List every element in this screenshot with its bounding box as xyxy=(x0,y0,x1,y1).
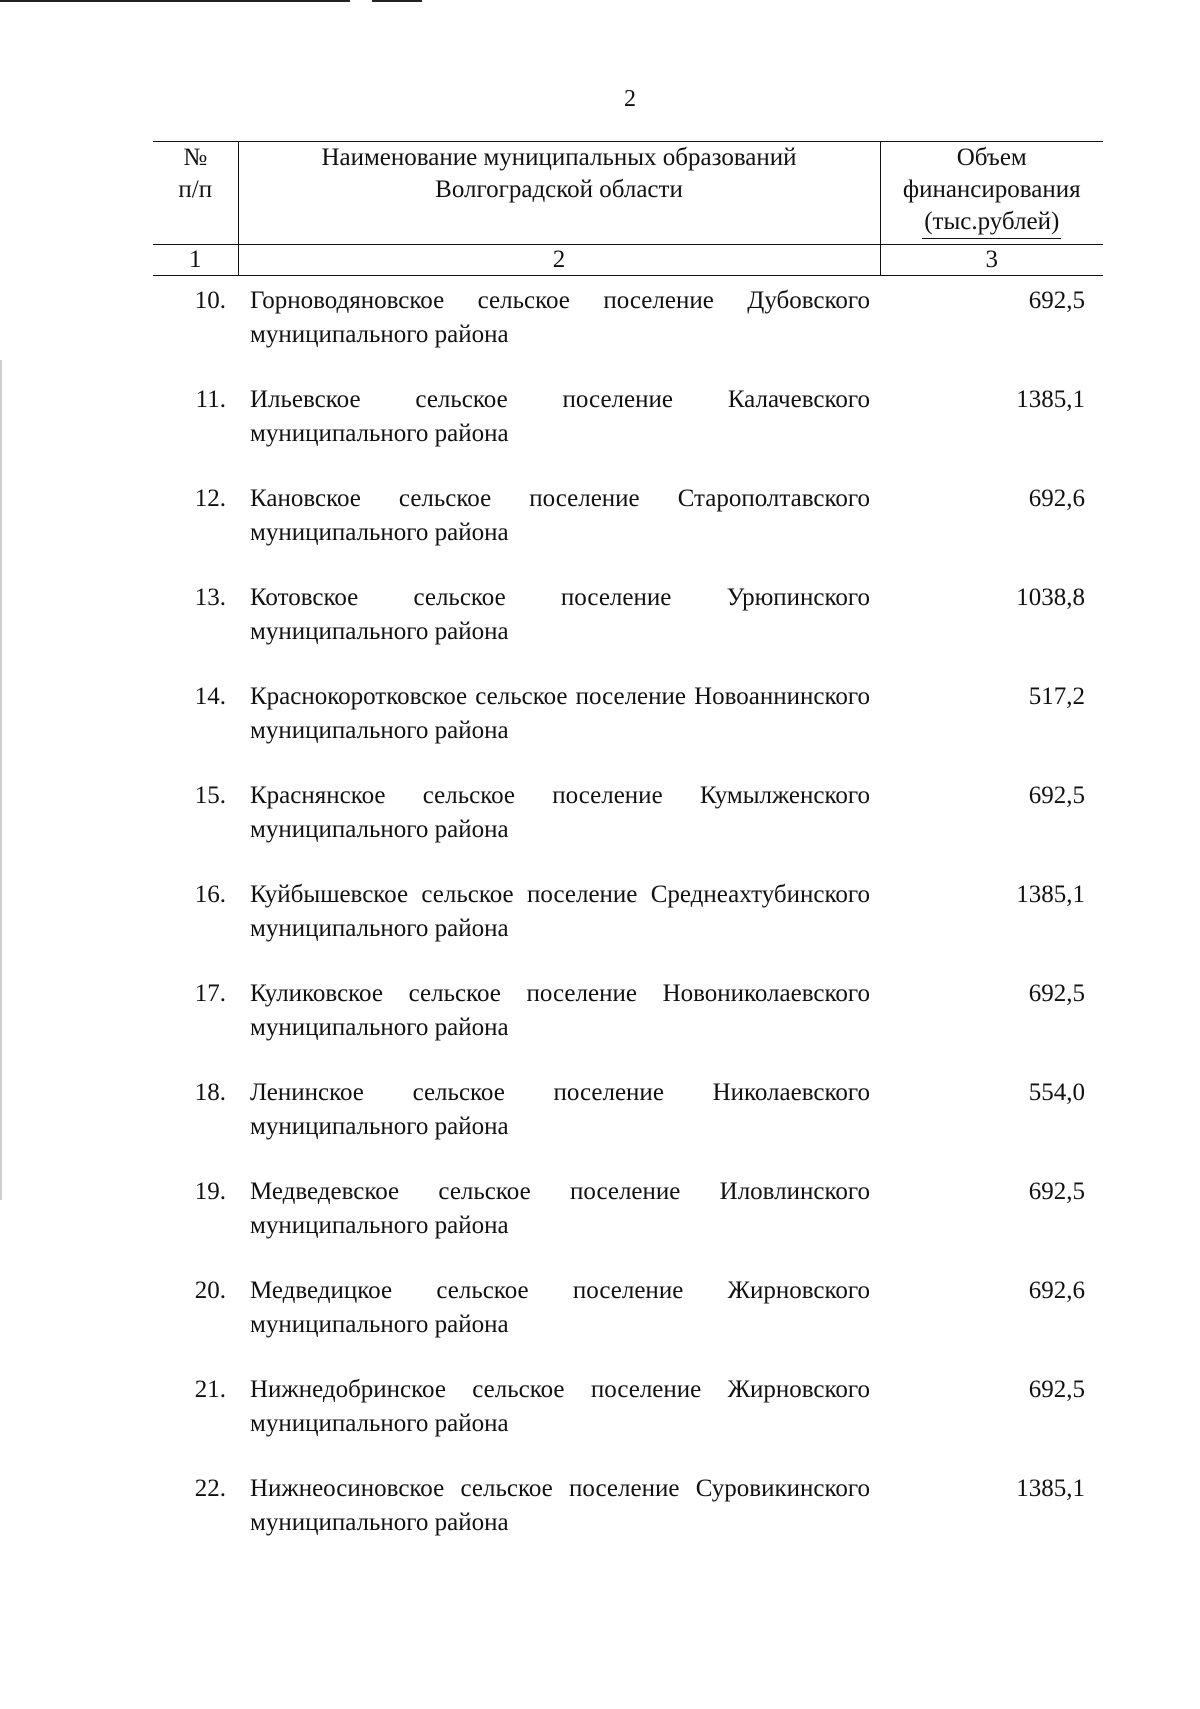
funding-amount: 1385,1 xyxy=(1016,1475,1085,1502)
funding-amount: 692,6 xyxy=(1028,485,1085,512)
row-number: 19. xyxy=(194,1178,226,1205)
row-number: 11. xyxy=(195,386,226,413)
table-row xyxy=(153,383,1103,482)
municipality-name: Ильевское сельское поселение Калачевского муниципального района xyxy=(250,386,870,447)
header-num-line2: п/п xyxy=(178,176,213,203)
funding-amount: 692,6 xyxy=(1028,1277,1085,1304)
row-number: 17. xyxy=(194,980,226,1007)
municipality-name: Нижнеосиновское сельское поселение Суровикинского муниципального района xyxy=(250,1475,870,1536)
row-number: 10. xyxy=(194,287,226,314)
municipality-name: Нижнедобринское сельское поселение Жирновского муниципального района xyxy=(250,1376,870,1437)
row-number: 13. xyxy=(194,584,226,611)
header-amount xyxy=(880,142,1103,245)
municipality-name: Медведицкое сельское поселение Жирновского муниципального района xyxy=(250,1277,870,1338)
column-number: 2 xyxy=(238,245,880,276)
spacer-row xyxy=(153,276,1103,285)
funding-table xyxy=(153,141,1103,1571)
municipality-name: Котовское сельское поселение Урюпинского муниципального района xyxy=(250,584,870,645)
table-row xyxy=(153,284,1103,383)
header-num-line1: № xyxy=(183,144,208,171)
page-number: 2 xyxy=(624,86,636,112)
table-header xyxy=(153,142,1103,276)
table-row xyxy=(153,779,1103,878)
table-row xyxy=(153,1175,1103,1274)
table-row xyxy=(153,482,1103,581)
row-number: 22. xyxy=(194,1475,226,1502)
header-amount-line2: финансирования xyxy=(902,176,1081,203)
header-name-line1: Наименование муниципальных образований xyxy=(321,144,797,171)
scan-edge-mark xyxy=(0,360,2,1200)
header-amount-line1: Объем xyxy=(956,144,1027,171)
header-row xyxy=(153,142,1103,245)
funding-amount: 554,0 xyxy=(1028,1079,1085,1106)
table-row xyxy=(153,1373,1103,1472)
funding-amount: 517,2 xyxy=(1028,683,1085,710)
funding-amount: 692,5 xyxy=(1028,1376,1085,1403)
municipality-name: Горноводяновское сельское поселение Дубовского муниципального района xyxy=(250,287,870,348)
municipality-name: Куликовское сельское поселение Новониколаевского муниципального района xyxy=(250,980,870,1041)
municipality-name: Краснокоротковское сельское поселение Новоаннинского муниципального района xyxy=(250,683,870,744)
row-number: 12. xyxy=(194,485,226,512)
municipality-name: Куйбышевское сельское поселение Среднеахтубинского муниципального района xyxy=(250,881,870,942)
row-number: 18. xyxy=(194,1079,226,1106)
funding-amount: 692,5 xyxy=(1028,782,1085,809)
table-body xyxy=(153,276,1103,1572)
header-name xyxy=(238,142,880,245)
row-number: 21. xyxy=(194,1376,226,1403)
table-row xyxy=(153,878,1103,977)
table-row xyxy=(153,1274,1103,1373)
header-amount-line3: (тыс.рублей) xyxy=(922,206,1061,239)
scan-edge-mark xyxy=(0,0,350,2)
table-row xyxy=(153,977,1103,1076)
row-number: 20. xyxy=(194,1277,226,1304)
header-num xyxy=(153,142,238,245)
column-number: 3 xyxy=(880,245,1103,276)
municipality-name: Кановское сельское поселение Старополтавского муниципального района xyxy=(250,485,870,546)
funding-amount: 1038,8 xyxy=(1016,584,1085,611)
funding-amount: 692,5 xyxy=(1028,1178,1085,1205)
column-number-row xyxy=(153,245,1103,276)
row-number: 15. xyxy=(194,782,226,809)
column-number: 1 xyxy=(153,245,238,276)
municipality-name: Краснянское сельское поселение Кумылженского муниципального района xyxy=(250,782,870,843)
row-number: 14. xyxy=(194,683,226,710)
header-name-line2: Волгоградской области xyxy=(435,176,683,203)
municipality-name: Ленинское сельское поселение Николаевского муниципального района xyxy=(250,1079,870,1140)
table-row xyxy=(153,1472,1103,1571)
funding-amount: 1385,1 xyxy=(1016,386,1085,413)
row-number: 16. xyxy=(194,881,226,908)
table-row xyxy=(153,680,1103,779)
municipality-name: Медведевское сельское поселение Иловлинского муниципального района xyxy=(250,1178,870,1239)
funding-amount: 692,5 xyxy=(1028,980,1085,1007)
funding-amount: 692,5 xyxy=(1028,287,1085,314)
scan-edge-mark xyxy=(372,0,422,2)
funding-amount: 1385,1 xyxy=(1016,881,1085,908)
table-row xyxy=(153,581,1103,680)
table-row xyxy=(153,1076,1103,1175)
